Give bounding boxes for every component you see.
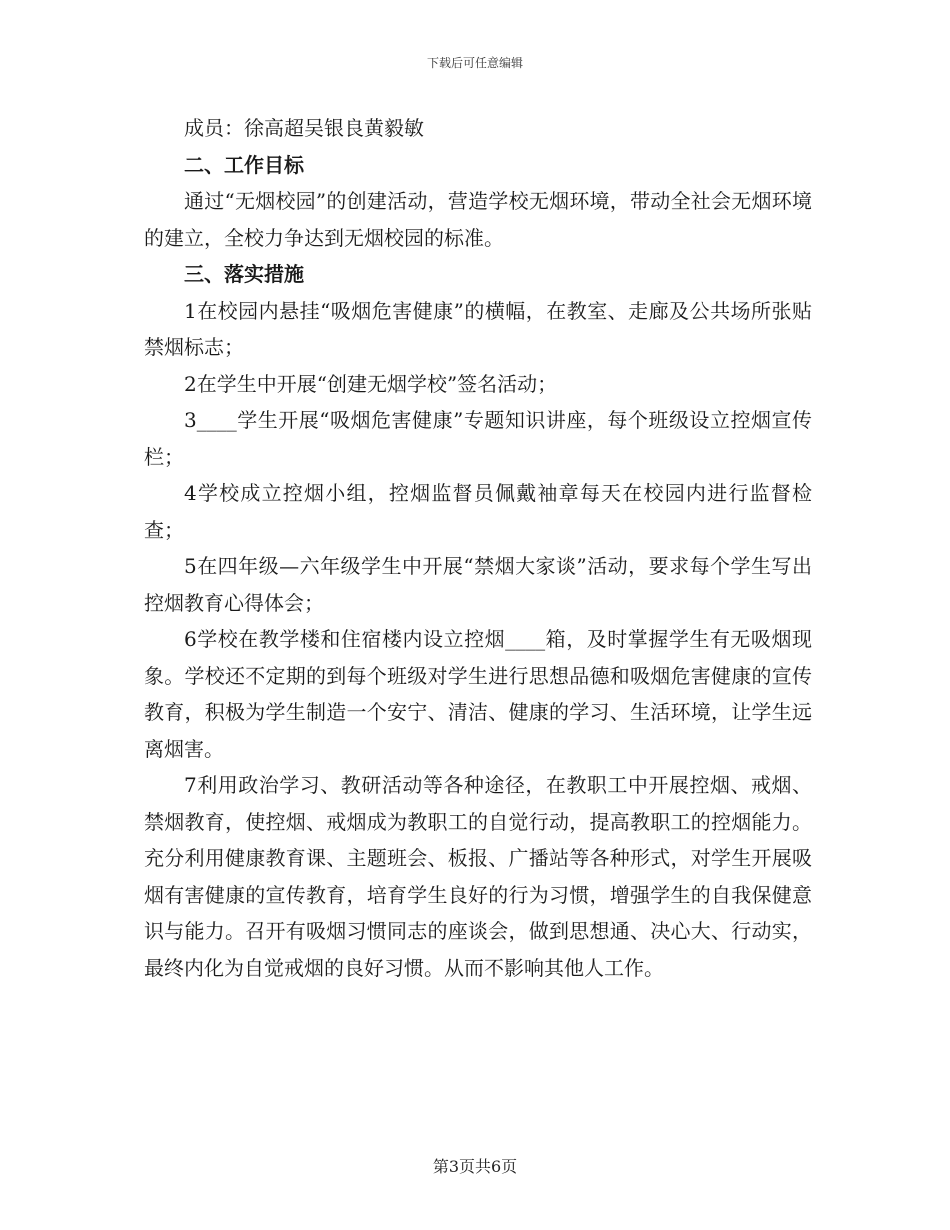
document-body — [144, 110, 812, 986]
measure-item-1: 1在校园内悬挂“吸烟危害健康”的横幅，在教室、走廊及公共场所张贴禁烟标志； — [144, 298, 812, 359]
measure-item-4: 4学校成立控烟小组，控烟监督员佩戴袖章每天在校园内进行监督检查； — [144, 481, 812, 542]
measure-item-5: 5在四年级—六年级学生中开展“禁烟大家谈”活动，要求每个学生写出控烟教育心得体会； — [144, 554, 812, 615]
section-heading-work-goal: 二、工作目标 — [184, 152, 304, 177]
measure-item-6: 6学校在教学楼和住宿楼内设立控烟____箱，及时掌握学生有无吸烟现象。学校还不定期的到每个班级对学生进行思想品德和吸烟危害健康的宣传教育，积极为学生制造一个安宁、清洁、健康的学习、生活环境，让学生远离烟害。 — [144, 627, 812, 761]
section-heading-measures: 三、落实措施 — [184, 262, 304, 286]
measure-item-7: 7利用政治学习、教研活动等各种途径，在教职工中开展控烟、戒烟、禁烟教育，使控烟、戒烟成为教职工的自觉行动，提高教职工的控烟能力。充分利用健康教育课、主题班会、板报、广播站等各种形式，对学生开展吸烟有害健康的宣传教育，培育学生良好的行为习惯，增强学生的自我保健意识与能力。召开有吸烟习惯同志的座谈会，做到思想通、决心大、行动实，最终内化为自觉戒烟的良好习惯。从而不影响其他人工作。 — [144, 773, 812, 980]
page-number: 第3页共6页 — [432, 1157, 518, 1176]
members-line: 成员：徐高超吴银良黄毅敏 — [184, 116, 424, 140]
measure-item-3: 3____学生开展“吸烟危害健康”专题知识讲座，每个班级设立控烟宣传栏； — [144, 408, 812, 469]
paragraph-goal: 通过“无烟校园”的创建活动，营造学校无烟环境，带动全社会无烟环境的建立，全校力争达到无烟校园的标准。 — [144, 189, 812, 250]
measure-item-2: 2在学生中开展“创建无烟学校”签名活动； — [184, 371, 558, 396]
page-header-note: 下载后可任意编辑 — [426, 56, 523, 70]
